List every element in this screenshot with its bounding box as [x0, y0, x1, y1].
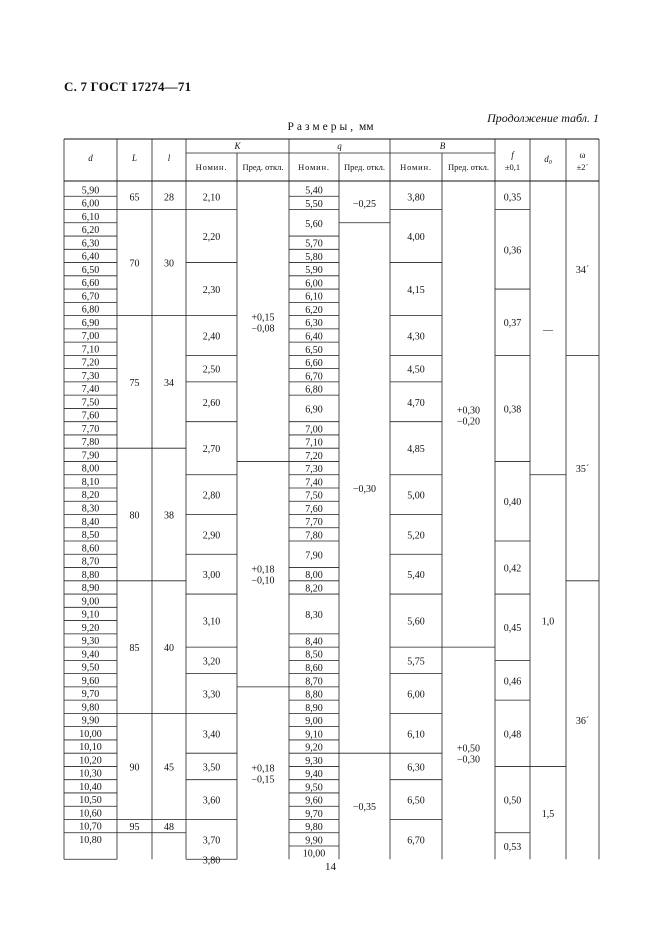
q-dev-value: −0,30 [352, 483, 377, 495]
d-value: 8,70 [81, 556, 100, 568]
col-header-l: l [167, 153, 171, 163]
f-value: 0,46 [503, 676, 522, 688]
B-nom-value: 5,20 [407, 530, 425, 542]
B-nom-value: 6,30 [407, 762, 425, 774]
col-header-f: f [511, 150, 514, 160]
q-nom-value: 7,70 [305, 517, 323, 529]
d-value: 6,80 [81, 304, 100, 316]
f-value: 0,38 [503, 404, 522, 416]
f-value: 0,45 [503, 623, 522, 635]
q-nom-value: 8,80 [305, 689, 323, 701]
q-nom-value: 5,80 [305, 251, 323, 263]
B-nom-value: 4,70 [407, 397, 425, 409]
l-value: 28 [164, 192, 174, 204]
col-header-omega-tol: ±2´ [576, 162, 589, 172]
d-value: 8,60 [81, 543, 100, 555]
q-nom-value: 7,60 [305, 503, 323, 515]
d-value: 7,80 [81, 437, 100, 449]
B-nom-value: 4,50 [407, 364, 425, 376]
d-value: 9,30 [81, 636, 100, 648]
K-nom-value: 3,10 [202, 616, 221, 628]
B-nom-value: 3,80 [407, 192, 425, 204]
L-value: 65 [129, 192, 140, 204]
q-nom-value: 8,40 [305, 636, 323, 648]
d-value: 9,50 [81, 662, 100, 674]
q-nom-value: 8,20 [305, 583, 323, 595]
L-value: 90 [129, 762, 140, 774]
B-dev-value: −0,30 [456, 754, 481, 766]
K-dev-value: +0,15 [251, 312, 275, 324]
q-nom-value: 6,70 [305, 371, 323, 383]
K-nom-value: 2,60 [202, 397, 221, 409]
B-nom-value: 5,75 [407, 656, 425, 668]
f-value: 0,36 [503, 245, 522, 257]
q-nom-value: 7,80 [305, 530, 323, 542]
K-nom-value: 2,80 [202, 490, 221, 502]
q-nom-value: 7,30 [305, 464, 323, 476]
K-nom-value: 3,70 [202, 835, 221, 847]
d-value: 6,90 [81, 317, 100, 329]
d-value: 6,30 [81, 238, 100, 250]
K-nom-value: 3,50 [202, 762, 221, 774]
l-value: 38 [164, 510, 174, 522]
K-nom-value: 2,10 [202, 192, 221, 204]
d-value: 10,80 [79, 835, 102, 846]
d-value: 9,10 [81, 609, 100, 621]
d-value: 9,90 [81, 715, 100, 727]
omega-value: 36´ [575, 716, 590, 728]
q-nom-value: 6,60 [305, 358, 323, 370]
q-nom-value: 8,00 [305, 570, 323, 582]
K-nom-value: 2,20 [202, 232, 221, 244]
col-header-B-nom: Номин. [400, 162, 432, 172]
units-caption-unit: мм [358, 121, 374, 133]
B-dev-value: +0,30 [456, 405, 481, 417]
q-nom-value: 6,80 [305, 384, 323, 396]
f-value: 0,42 [503, 563, 522, 575]
K-dev-value: −0,10 [251, 575, 275, 587]
d-value: 10,60 [79, 808, 102, 820]
q-nom-value: 7,90 [305, 550, 323, 562]
d-value: 10,00 [79, 728, 102, 740]
q-nom-value: 6,90 [305, 404, 323, 416]
d-value: 10,30 [79, 768, 102, 780]
B-nom-value: 4,15 [407, 285, 425, 297]
q-nom-value: 9,50 [305, 782, 323, 794]
d-value: 7,90 [81, 450, 100, 462]
col-header-d0: $d_0$ [544, 154, 552, 166]
B-nom-value: 5,60 [407, 616, 425, 628]
q-nom-value: 9,90 [305, 835, 323, 847]
d-value: 8,10 [81, 476, 100, 488]
col-header-K-nom: Номин. [195, 162, 228, 172]
B-dev-value: −0,20 [456, 416, 481, 428]
q-nom-value: 7,10 [305, 437, 323, 449]
d-value: 9,60 [81, 675, 100, 687]
col-header-B-pred: Пред. откл. [448, 162, 489, 172]
q-nom-value: 6,50 [305, 344, 323, 356]
q-nom-value: 9,40 [305, 769, 323, 781]
d-value: 9,80 [81, 702, 100, 714]
q-nom-value: 6,40 [305, 331, 323, 343]
d-value: 9,00 [81, 596, 100, 608]
d-value: 8,00 [81, 463, 100, 475]
f-value: 0,48 [503, 729, 522, 741]
q-nom-value: 9,10 [305, 729, 323, 741]
q-nom-value: 5,90 [305, 265, 323, 277]
d-value: 5,90 [81, 185, 100, 197]
col-header-L: L [131, 153, 138, 163]
K-nom-value: 2,40 [202, 331, 221, 343]
q-nom-value: 5,60 [305, 218, 323, 230]
d-value: 8,90 [81, 583, 100, 595]
col-header-d0-subscript: 0 [548, 160, 552, 166]
d-value: 7,30 [81, 370, 100, 382]
d0-value: — [543, 324, 553, 336]
K-nom-value: 3,30 [202, 689, 221, 701]
B-dev-value: +0,50 [456, 743, 481, 755]
table-continuation-label: Продолжение табл. 1 [487, 111, 599, 125]
q-nom-value: 9,60 [305, 795, 323, 807]
page-number: 14 [325, 861, 336, 873]
L-value: 85 [129, 643, 140, 655]
L-value: 70 [129, 258, 140, 270]
col-header-B: B [439, 141, 446, 151]
B-nom-value: 4,30 [407, 331, 425, 343]
d-value: 8,40 [81, 516, 100, 528]
K-nom-value: 2,90 [202, 530, 221, 542]
omega-value: 35´ [575, 464, 590, 476]
l-value: 30 [164, 258, 174, 270]
l-value: 34 [164, 377, 174, 389]
q-nom-value: 10,00 [302, 848, 326, 860]
B-nom-value: 6,50 [407, 795, 425, 807]
f-value: 0,35 [503, 192, 522, 204]
d-value: 7,60 [81, 410, 100, 422]
d-value: 8,50 [81, 530, 100, 542]
d-value: 7,20 [81, 357, 100, 369]
d-value: 9,70 [81, 689, 100, 701]
d-value: 10,40 [79, 781, 102, 793]
K-nom-value: 2,70 [202, 444, 221, 456]
d-value: 6,50 [81, 264, 100, 276]
q-nom-value: 9,00 [305, 716, 323, 728]
B-nom-value: 6,70 [407, 835, 425, 847]
q-nom-value: 7,00 [305, 424, 323, 436]
col-header-f-tol: ±0,1 [504, 162, 521, 172]
f-value: 0,50 [503, 795, 522, 807]
L-value: 75 [129, 377, 140, 389]
d-value: 7,50 [81, 397, 100, 409]
q-nom-value: 6,30 [305, 318, 323, 330]
d-value: 10,20 [79, 755, 102, 767]
K-dev-value: +0,18 [251, 564, 275, 576]
K-dev-value: +0,18 [251, 763, 275, 775]
q-nom-value: 8,50 [305, 649, 323, 661]
d-value: 8,80 [81, 569, 100, 581]
q-nom-value: 9,70 [305, 808, 323, 820]
d0-value: 1,0 [541, 616, 555, 628]
K-nom-value: 3,20 [202, 656, 221, 668]
q-nom-value: 8,30 [305, 609, 323, 621]
L-value: 80 [129, 510, 140, 522]
q-nom-value: 5,70 [305, 238, 323, 250]
page-header-title: С. 7 ГОСТ 17274—71 [64, 79, 192, 94]
q-nom-value: 8,60 [305, 662, 323, 674]
q-nom-value: 9,80 [305, 822, 323, 834]
d-value: 6,40 [81, 251, 100, 263]
d-value: 10,70 [79, 821, 102, 833]
d-value: 7,40 [81, 384, 100, 396]
col-header-K-pred: Пред. откл. [242, 162, 284, 172]
col-header-q-nom: Номин. [298, 162, 330, 172]
q-nom-value: 8,70 [305, 676, 323, 688]
l-value: 48 [164, 822, 174, 834]
omega-value: 34´ [575, 265, 590, 277]
d-value: 9,20 [81, 622, 100, 634]
d-value: 8,20 [81, 490, 100, 502]
B-nom-value: 4,00 [407, 232, 425, 244]
q-nom-value: 7,40 [305, 477, 323, 489]
q-nom-value: 9,20 [305, 742, 323, 754]
q-dev-value: −0,35 [352, 802, 377, 814]
d-value: 7,10 [81, 344, 100, 356]
l-value: 40 [164, 643, 174, 655]
K-nom-value: 3,60 [202, 795, 221, 807]
f-value: 0,40 [503, 497, 522, 509]
d-value: 8,30 [81, 503, 100, 515]
d0-value: 1,5 [541, 808, 555, 820]
col-header-q: q [337, 141, 342, 151]
f-value: 0,37 [503, 318, 522, 330]
B-nom-value: 5,00 [407, 490, 425, 502]
q-nom-value: 5,50 [305, 198, 323, 210]
d-value: 6,60 [81, 278, 100, 290]
q-nom-value: 7,50 [305, 490, 323, 502]
q-nom-value: 6,20 [305, 304, 323, 316]
B-nom-value: 4,85 [407, 444, 425, 456]
units-caption-word: Размеры, [287, 121, 357, 133]
d-value: 6,20 [81, 225, 100, 237]
d-value: 6,70 [81, 291, 100, 303]
K-dev-value: −0,15 [251, 774, 275, 786]
col-header-K: K [234, 141, 241, 151]
B-nom-value: 6,10 [407, 729, 425, 741]
d-value: 7,00 [81, 331, 100, 343]
f-value: 0,53 [503, 842, 522, 853]
K-nom-value: 3,00 [202, 570, 221, 582]
B-nom-value: 5,40 [407, 570, 425, 582]
q-nom-value: 6,00 [305, 278, 323, 290]
B-nom-value: 6,00 [407, 689, 425, 701]
K-dev-value: −0,08 [251, 323, 275, 335]
d-value: 6,00 [81, 198, 100, 210]
d-value: 10,10 [79, 742, 102, 754]
col-header-omega: ω [579, 150, 586, 160]
q-nom-value: 8,90 [305, 702, 323, 714]
K-nom-value: 2,30 [202, 285, 221, 297]
col-header-d: d [88, 153, 93, 163]
d-value: 6,10 [81, 211, 100, 223]
K-nom-value: 3,80 [202, 855, 221, 867]
q-nom-value: 7,20 [305, 450, 323, 462]
q-dev-value: −0,25 [352, 198, 377, 210]
d-value: 10,50 [79, 795, 102, 807]
q-nom-value: 6,10 [305, 291, 323, 303]
d-value: 9,40 [81, 649, 100, 661]
d-value: 7,70 [81, 423, 100, 435]
q-nom-value: 5,40 [305, 185, 323, 197]
L-value: 95 [129, 822, 140, 834]
l-value: 45 [164, 762, 174, 774]
K-nom-value: 3,40 [202, 729, 221, 741]
K-nom-value: 2,50 [202, 364, 221, 376]
q-nom-value: 9,30 [305, 755, 323, 767]
col-header-q-pred: Пред. откл. [344, 162, 385, 172]
